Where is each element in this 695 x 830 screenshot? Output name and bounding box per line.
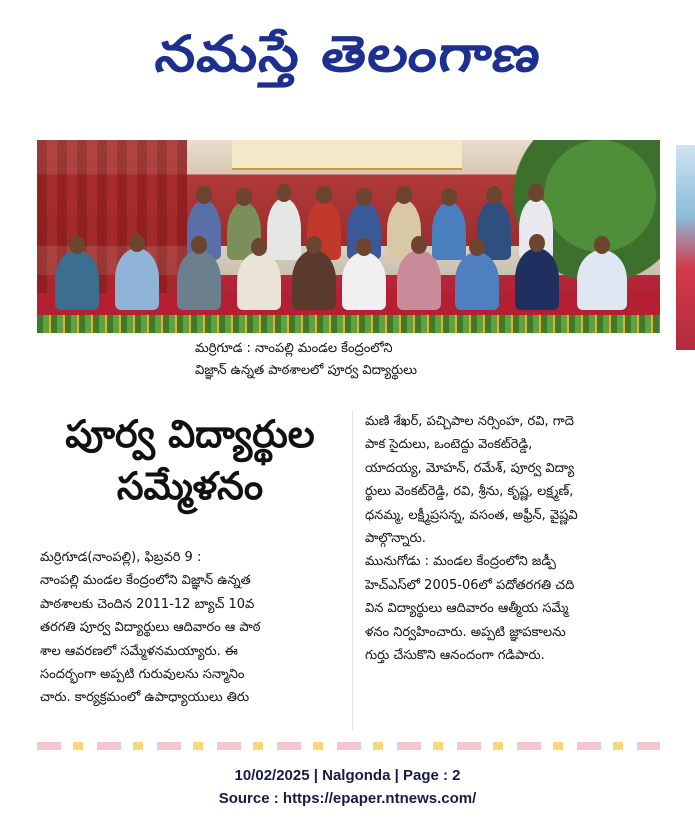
- body-line: పాఠశాలకు చెందిన 2011-12 బ్యాచ్ 10వ: [40, 596, 255, 612]
- body-line: ళనం నిర్వహించారు. అప్పటి జ్ఞాపకాలను: [365, 624, 566, 640]
- newspaper-title: నమస్తే తెలంగాణ: [151, 24, 545, 83]
- body-line: పాక సైదులు, ఒంటెద్దు వెంకట్‌రెడ్డి,: [365, 437, 533, 453]
- photo-person: [177, 250, 221, 310]
- photo-person: [455, 252, 499, 310]
- photo-plants: [37, 315, 660, 333]
- photo-person: [577, 250, 627, 310]
- photo-person: [342, 252, 386, 310]
- column-divider: [352, 410, 353, 730]
- page-footer: [0, 764, 695, 810]
- headline-line-2: సమ్మేళనం: [116, 464, 264, 508]
- caption-line-2: విజ్ఞాన్ ఉన్నత పాఠశాలలో పూర్వ విద్యార్థులు: [195, 363, 417, 378]
- article-photo: [37, 140, 660, 333]
- body-line: విన విద్యార్థులు ఆదివారం ఆత్మీయ సమ్మే: [365, 601, 569, 617]
- photo-banner: [232, 140, 462, 170]
- article-column-right: [365, 410, 670, 667]
- photo-person: [55, 250, 99, 310]
- headline-line-1: పూర్వ విద్యార్థుల: [65, 412, 315, 456]
- photo-person: [515, 248, 559, 310]
- body-line: సందర్భంగా అప్పటి గురువులను సన్మానిం: [40, 667, 245, 683]
- photo-person: [292, 250, 336, 310]
- body-line: గుర్తు చేసుకొని ఆనందంగా గడిపారు.: [365, 648, 545, 664]
- body-line: పాల్గొన్నారు.: [365, 531, 426, 547]
- body-line: మునుగోడు : మండల కేంద్రంలోని జడ్పీ: [365, 554, 556, 570]
- photo-person: [267, 198, 301, 260]
- caption-line-1: మర్రిగూడ : నాంపల్లి మండల కేంద్రంలోని: [195, 341, 393, 356]
- photo-person: [397, 250, 441, 310]
- footer-date-edition: 10/02/2025 | Nalgonda | Page : 2: [234, 767, 461, 784]
- body-line: మణి శేఖర్, పచ్చిపాల నర్సింహ, రవి, గాదె: [365, 414, 574, 429]
- body-line: నాంపల్లి మండల కేంద్రంలోని విజ్ఞాన్ ఉన్నత: [40, 573, 251, 589]
- body-line: ధనమ్మ, లక్ష్మీప్రసన్న, వసంత, అఫ్రీన్, వైష్ణవి: [365, 507, 578, 523]
- body-line: తరగతి పూర్వ విద్యార్థులు ఆదివారం ఆ పాఠ: [40, 620, 261, 636]
- masthead: [0, 0, 695, 120]
- photo-person: [237, 252, 281, 310]
- photo-person: [115, 248, 159, 310]
- photo-person: [432, 202, 466, 260]
- article-headline: [40, 408, 340, 512]
- body-line: మర్రిగూడ(నాంపల్లి), ఫిబ్రవరి 9 :: [40, 550, 202, 565]
- body-line: చారు. కార్యక్రమంలో ఉపాధ్యాయులు తిరు: [40, 690, 250, 706]
- body-line: హెచ్‌ఎస్‌లో 2005-06లో పదోతరగతి చది: [365, 577, 575, 593]
- adjacent-article-strip: [37, 742, 660, 750]
- footer-source[interactable]: Source : https://epaper.ntnews.com/: [218, 790, 477, 807]
- body-line: శాల ఆవరణలో సమ్మేళనమయ్యారు. ఈ: [40, 643, 238, 659]
- adjacent-photo-fragment: [676, 145, 695, 350]
- article-column-left: [40, 546, 340, 710]
- photo-caption: [195, 338, 525, 382]
- body-line: ర్థులు వెంకట్‌రెడ్డి, రవి, శ్రీను, కృష్ణ, లక్ష్మణ్,: [365, 484, 574, 500]
- body-line: యాదయ్య, మోహన్, రమేశ్, పూర్వ విద్యా: [365, 460, 575, 476]
